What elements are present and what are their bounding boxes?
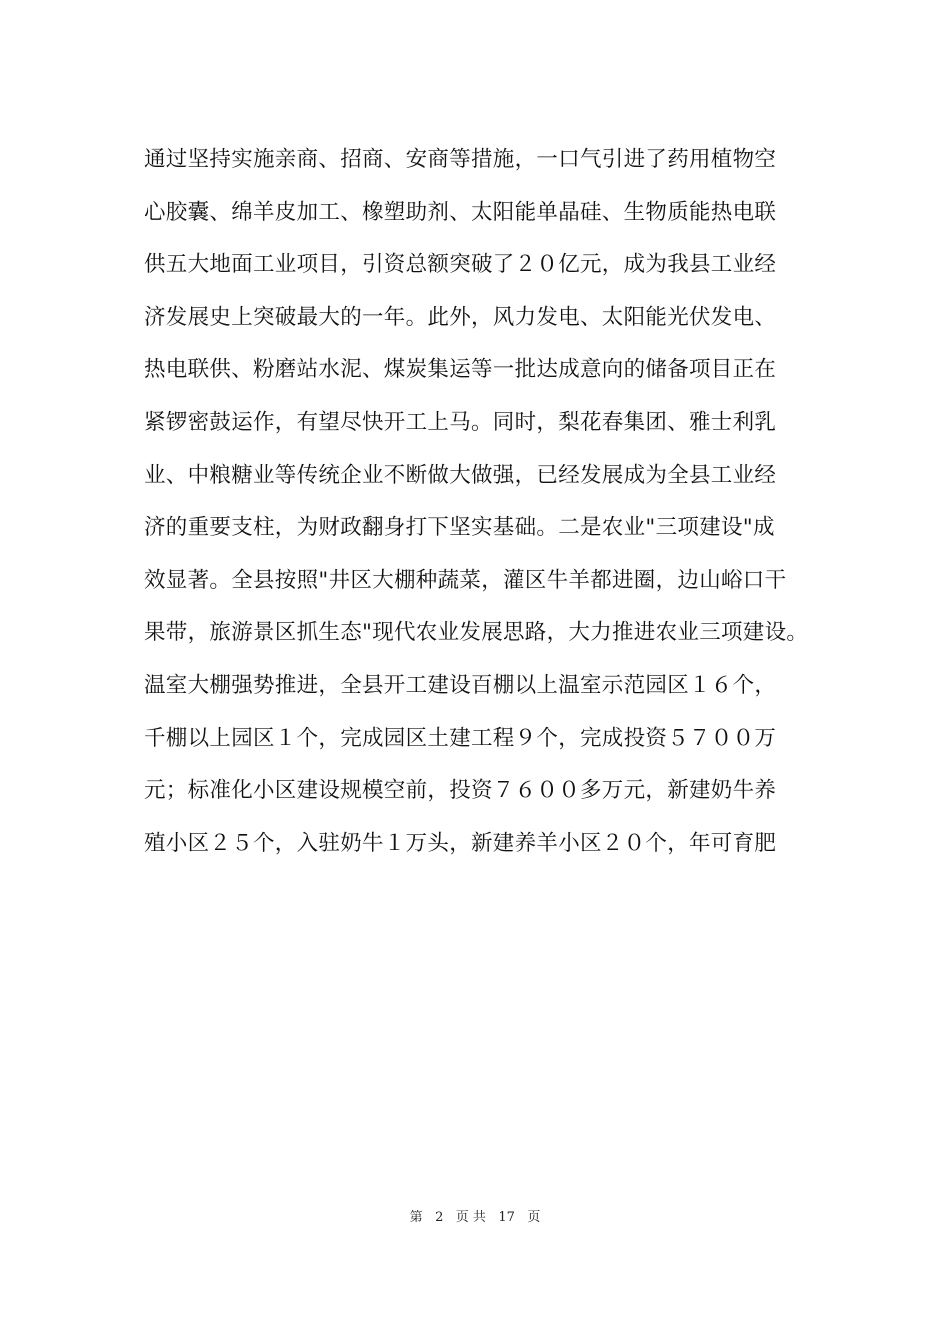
footer-suffix: 页 — [527, 1210, 541, 1225]
footer-middle: 页 共 — [455, 1210, 486, 1225]
text-line: 元；标准化小区建设规模空前，投资７６００多万元，新建奶牛养 — [144, 778, 777, 804]
text-line: 温室大棚强势推进，全县开工建设百棚以上温室示范园区１６个， — [144, 672, 777, 698]
text-line: 效显著。全县按照"井区大棚种蔬菜，灌区牛羊都进圈，边山峪口干 — [144, 567, 787, 593]
text-line: 心胶囊、绵羊皮加工、橡塑助剂、太阳能单晶硅、生物质能热电联 — [144, 199, 777, 225]
text-line: 紧锣密鼓运作，有望尽快开工上马。同时，梨花春集团、雅士利乳 — [144, 409, 777, 435]
text-line: 千棚以上园区１个，完成园区土建工程９个，完成投资５７００万 — [144, 725, 777, 751]
total-pages-number: 17 — [498, 1210, 515, 1225]
text-line: 果带，旅游景区抓生态"现代农业发展思路，大力推进农业三项建设。 — [144, 620, 809, 646]
text-line: 殖小区２５个，入驻奶牛１万头，新建养羊小区２０个，年可育肥 — [144, 830, 777, 856]
footer-prefix: 第 — [409, 1210, 423, 1225]
text-line: 供五大地面工业项目，引资总额突破了２０亿元，成为我县工业经 — [144, 252, 777, 278]
text-line: 济的重要支柱，为财政翻身打下坚实基础。二是农业"三项建设"成 — [144, 515, 775, 541]
text-line: 业、中粮糖业等传统企业不断做大做强，已经发展成为全县工业经 — [144, 462, 777, 488]
body-text — [144, 134, 824, 870]
text-line: 济发展史上突破最大的一年。此外，风力发电、太阳能光伏发电、 — [144, 304, 777, 330]
current-page-number: 2 — [435, 1210, 444, 1225]
text-line: 通过坚持实施亲商、招商、安商等措施，一口气引进了药用植物空 — [144, 147, 777, 172]
page-footer — [0, 1208, 950, 1228]
text-line: 热电联供、粉磨站水泥、煤炭集运等一批达成意向的储备项目正在 — [144, 357, 777, 383]
